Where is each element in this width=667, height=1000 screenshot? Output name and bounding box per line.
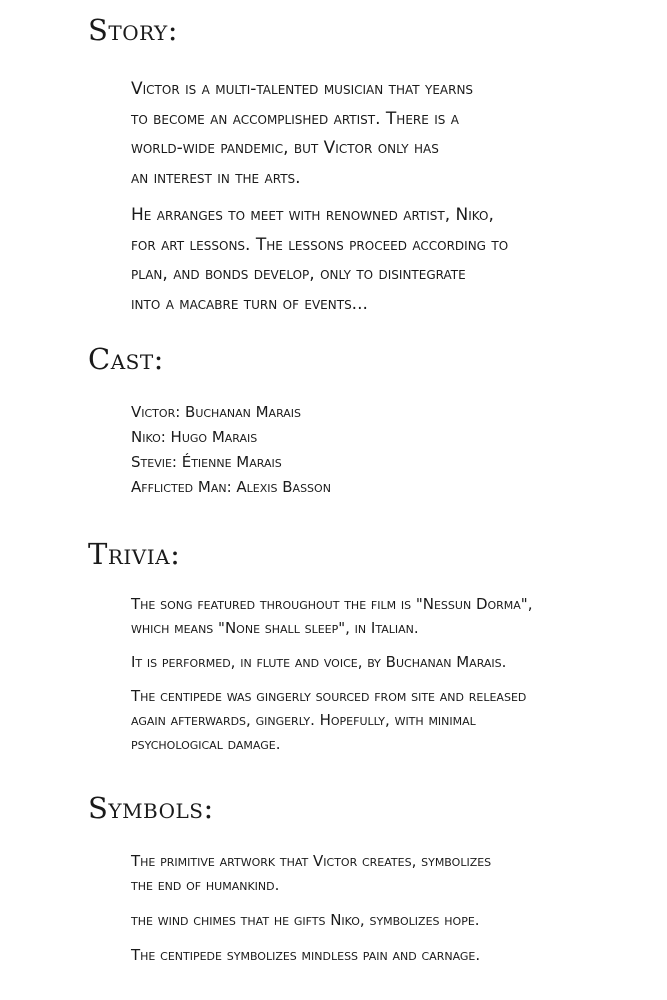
symbols-paragraph-1 xyxy=(131,849,491,897)
story-p2-line-1: He arranges to meet with renowned artist, Niko, xyxy=(131,205,494,225)
cast-heading: Cast: xyxy=(88,342,164,376)
trivia-p3-line-1: The centipede was gingerly sourced from site and released xyxy=(131,687,527,705)
trivia-section xyxy=(131,592,532,756)
symbols-heading: Symbols: xyxy=(88,791,214,825)
symbols-p3-line-1: The centipede symbolizes mindless pain and carnage. xyxy=(131,946,481,964)
story-p1-line-1: Victor is a multi-talented musician that yearns xyxy=(131,79,474,99)
trivia-p1-line-2: which means "None shall sleep", in Italian. xyxy=(131,619,419,637)
story-p2-line-4: into a macabre turn of events... xyxy=(131,293,368,314)
trivia-paragraph-3 xyxy=(131,684,532,756)
cast-member-niko: Niko: Hugo Marais xyxy=(131,428,258,446)
trivia-paragraph-2 xyxy=(131,650,532,674)
story-heading: Story: xyxy=(88,13,179,47)
trivia-p3-line-3: psychological damage. xyxy=(131,735,281,753)
story-section xyxy=(131,75,508,319)
story-p2-line-3: plan, and bonds develop, only to disintegrate xyxy=(131,264,466,284)
cast-member-afflicted-man: Afflicted Man: Alexis Basson xyxy=(131,478,331,496)
symbols-p2-line-1: the wind chimes that he gifts Niko, symbolizes hope. xyxy=(131,911,480,929)
symbols-section xyxy=(131,849,491,967)
story-p2-line-2: for art lessons. The lessons proceed according to xyxy=(131,234,509,255)
trivia-paragraph-1 xyxy=(131,592,532,640)
cast-members xyxy=(131,400,331,500)
symbols-p1-line-2: the end of humankind. xyxy=(131,876,280,894)
story-p1-line-2: to become an accomplished artist. There is a xyxy=(131,108,460,129)
trivia-p1-line-1: The song featured throughout the film is "Nessun Dorma", xyxy=(131,595,533,613)
symbols-paragraph-2 xyxy=(131,908,491,932)
trivia-p3-line-2: again afterwards, gingerly. Hopefully, with minimal xyxy=(131,711,476,729)
symbols-paragraph-3 xyxy=(131,943,491,967)
cast-member-victor: Victor: Buchanan Marais xyxy=(131,403,302,421)
cast-member-stevie: Stevie: Étienne Marais xyxy=(131,453,282,471)
trivia-heading: Trivia: xyxy=(88,537,181,571)
trivia-p2-line-1: It is performed, in flute and voice, by Buchanan Marais. xyxy=(131,653,507,671)
symbols-p1-line-1: The primitive artwork that Victor creates, symbolizes xyxy=(131,852,492,870)
cast-list xyxy=(131,400,331,500)
story-p1-line-3: world-wide pandemic, but Victor only has xyxy=(131,138,439,158)
story-paragraph-2 xyxy=(131,201,508,319)
story-p1-line-4: an interest in the arts. xyxy=(131,167,301,188)
story-paragraph-1 xyxy=(131,75,508,193)
